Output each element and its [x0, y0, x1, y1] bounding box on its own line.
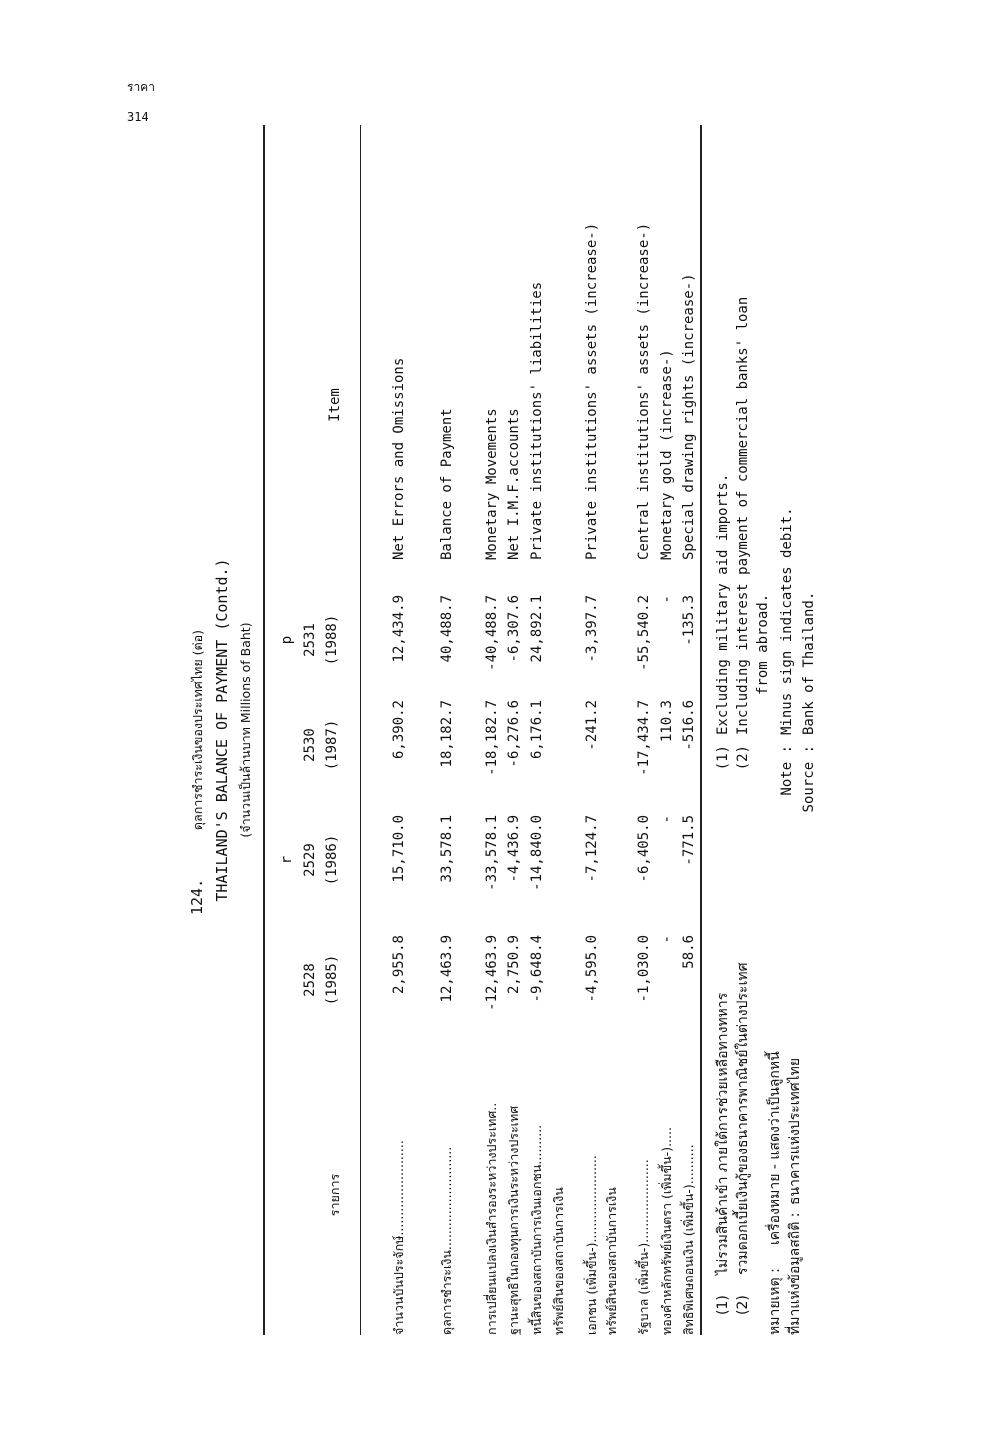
- table-cell-value: -: [659, 595, 675, 604]
- table-cell-value: 24,892.1: [529, 595, 545, 663]
- year-thai-3: 2531: [302, 623, 318, 657]
- table-cell-value: 12,434.9: [391, 595, 407, 663]
- table-row-label-en: Monetary Movements: [484, 408, 500, 560]
- table-cell-value: -135.3: [681, 595, 697, 646]
- table-row-label-thai: เอกชน (เพิ่มขึ้น-)......................: [584, 1155, 599, 1335]
- year-en-2: (1987): [324, 719, 340, 771]
- table-cell-value: 2,955.8: [391, 935, 407, 995]
- table-row-label-thai: สิทธิพิเศษถอนเงิน (เพิ่มขึ้น-)..........: [681, 1144, 696, 1335]
- footnote-en-mark: (2): [735, 745, 751, 771]
- table-cell-value: -12,463.9: [484, 935, 500, 1011]
- page-label-thai: ราคา: [127, 80, 155, 94]
- footnote-thai-text: รวมดอกเบี้ยเงินกู้ของธนาคารพาณิชย์ในต่างประเทศ: [735, 962, 751, 1275]
- table-cell-value: -17,434.7: [636, 700, 652, 776]
- top-rule: [263, 125, 265, 1335]
- table-cell-value: 110.3: [659, 700, 675, 743]
- table-cell-value: -7,124.7: [584, 815, 600, 883]
- year-thai-1: 2529: [302, 843, 318, 877]
- footnote-thai-text: ไม่รวมสินค้าเข้า ภายใต้การช่วยเหลือทางทหาร: [715, 992, 731, 1275]
- page-number: 314: [127, 110, 149, 124]
- table-row-label-en: Special drawing rights (increase-): [681, 273, 697, 560]
- table-cell-value: 6,390.2: [391, 700, 407, 760]
- table-cell-value: -6,307.6: [506, 595, 522, 663]
- header-rule: [360, 125, 361, 1335]
- bottom-rule: [700, 125, 702, 1335]
- table-row-label-en: Central institutions' assets (increase-): [636, 222, 652, 560]
- table-cell-value: 15,710.0: [391, 815, 407, 883]
- year-mark-3: p: [279, 635, 295, 645]
- table-cell-value: -: [659, 935, 675, 944]
- table-row-label-thai: ทรัพย์สินของสถาบันการเงิน: [551, 1187, 566, 1335]
- table-row-label-en: Balance of Payment: [439, 408, 455, 560]
- rotated-table-page: [185, 125, 817, 1335]
- table-cell-value: -771.5: [681, 815, 697, 866]
- table-row-label-en: Monetary gold (increase-): [659, 349, 675, 560]
- table-row-label-thai: ฐานะสุทธิในกองทุนการเงินระหว่างประเทศ: [506, 1105, 521, 1335]
- year-thai-0: 2528: [302, 963, 318, 997]
- footnote-thai-text: เครื่องหมาย - แสดงว่าเป็นลูกหนี้: [767, 1051, 783, 1245]
- table-cell-value: -40,488.7: [484, 595, 500, 671]
- table-cell-value: 40,488.7: [439, 595, 455, 663]
- table-row-label-en: Private institutions' liabilities: [529, 281, 545, 560]
- table-cell-value: -4,436.9: [506, 815, 522, 883]
- footnote-en-mark: Source :: [801, 745, 817, 813]
- table-row-label-thai: ดุลการชำระเงิน..........................: [439, 1146, 454, 1335]
- year-mark-1: r: [279, 855, 295, 865]
- footnote-en-text: Excluding military aid imports.: [715, 473, 731, 735]
- table-cell-value: 6,176.1: [529, 700, 545, 760]
- footnote-en-text: from abroad.: [755, 593, 771, 695]
- title-english: THAILAND'S BALANCE OF PAYMENT (Contd.): [213, 558, 231, 902]
- year-thai-2: 2530: [302, 728, 318, 762]
- table-cell-value: -: [659, 815, 675, 824]
- table-row-label-thai: การเปลี่ยนแปลงเงินสำรองระหว่างประเทศ..: [484, 1102, 499, 1335]
- table-cell-value: -55,540.2: [636, 595, 652, 671]
- table-cell-value: -241.2: [584, 700, 600, 751]
- footnote-thai-mark: (2): [735, 1295, 751, 1315]
- footnote-thai-mark: (1): [715, 1295, 731, 1315]
- header-item-en: Item: [327, 388, 343, 422]
- footnote-thai-text: ธนาคารแห่งประเทศไทย: [787, 1057, 803, 1205]
- header-item-thai: รายการ: [327, 1173, 342, 1217]
- table-cell-value: -3,397.7: [584, 595, 600, 663]
- table-number: 124.: [188, 878, 206, 915]
- table-cell-value: 33,578.1: [439, 815, 455, 883]
- table-cell-value: -18,182.7: [484, 700, 500, 776]
- table-row-label-thai: ทรัพย์สินของสถาบันการเงิน: [604, 1187, 619, 1335]
- footnote-en-text: Minus sign indicates debit.: [779, 507, 795, 735]
- footnote-thai-mark: ที่มาแห่งข้อมูลสถิติ :: [787, 1212, 803, 1335]
- table-cell-value: -6,276.6: [506, 700, 522, 768]
- table-cell-value: 18,182.7: [439, 700, 455, 768]
- year-en-1: (1986): [324, 834, 340, 886]
- table-cell-value: 2,750.9: [506, 935, 522, 995]
- table-cell-value: 12,463.9: [439, 935, 455, 1003]
- year-en-0: (1985): [324, 954, 340, 1006]
- title-unit: (จำนวนเป็นล้านบาท Millions of Baht): [238, 622, 253, 838]
- footnote-en-mark: (1): [715, 745, 731, 771]
- table-title: [185, 125, 258, 1335]
- table-row-label-thai: ทองคำหลักทรัพย์เงินตรา (เพิ่มขึ้น-).....: [659, 1127, 674, 1335]
- footnote-thai-mark: หมายเหตุ :: [767, 1268, 783, 1335]
- year-en-3: (1988): [324, 614, 340, 666]
- table-cell-value: -1,030.0: [636, 935, 652, 1003]
- footnote-en-text: Including interest payment of commercial banks' loan: [735, 296, 751, 735]
- table-cell-value: -14,840.0: [529, 815, 545, 891]
- table-cell-value: -33,578.1: [484, 815, 500, 891]
- title-thai: ดุลการชำระเงินของประเทศไทย (ต่อ): [190, 629, 205, 831]
- table-row-label-en: Net I.M.F.accounts: [506, 408, 522, 560]
- table-cell-value: -9,648.4: [529, 935, 545, 1003]
- table-row-label-en: Net Errors and Omissions: [391, 357, 407, 560]
- table-cell-value: -516.6: [681, 700, 697, 751]
- table-row-label-thai: หนี้สินของสถาบันการเงินเอกชน..........: [529, 1124, 544, 1335]
- footnote-en-mark: Note :: [779, 745, 795, 796]
- footnote-en-text: Bank of Thailand.: [801, 591, 817, 735]
- table-row-label-thai: จำนวนบันประจักษ์........................: [391, 1140, 406, 1335]
- table-cell-value: 58.6: [681, 935, 697, 969]
- table-row-label-en: Private institutions' assets (increase-): [584, 222, 600, 560]
- table-cell-value: -6,405.0: [636, 815, 652, 883]
- table-row-label-thai: รัฐบาล (เพิ่มขึ้น-).....................: [636, 1159, 651, 1335]
- table-cell-value: -4,595.0: [584, 935, 600, 1003]
